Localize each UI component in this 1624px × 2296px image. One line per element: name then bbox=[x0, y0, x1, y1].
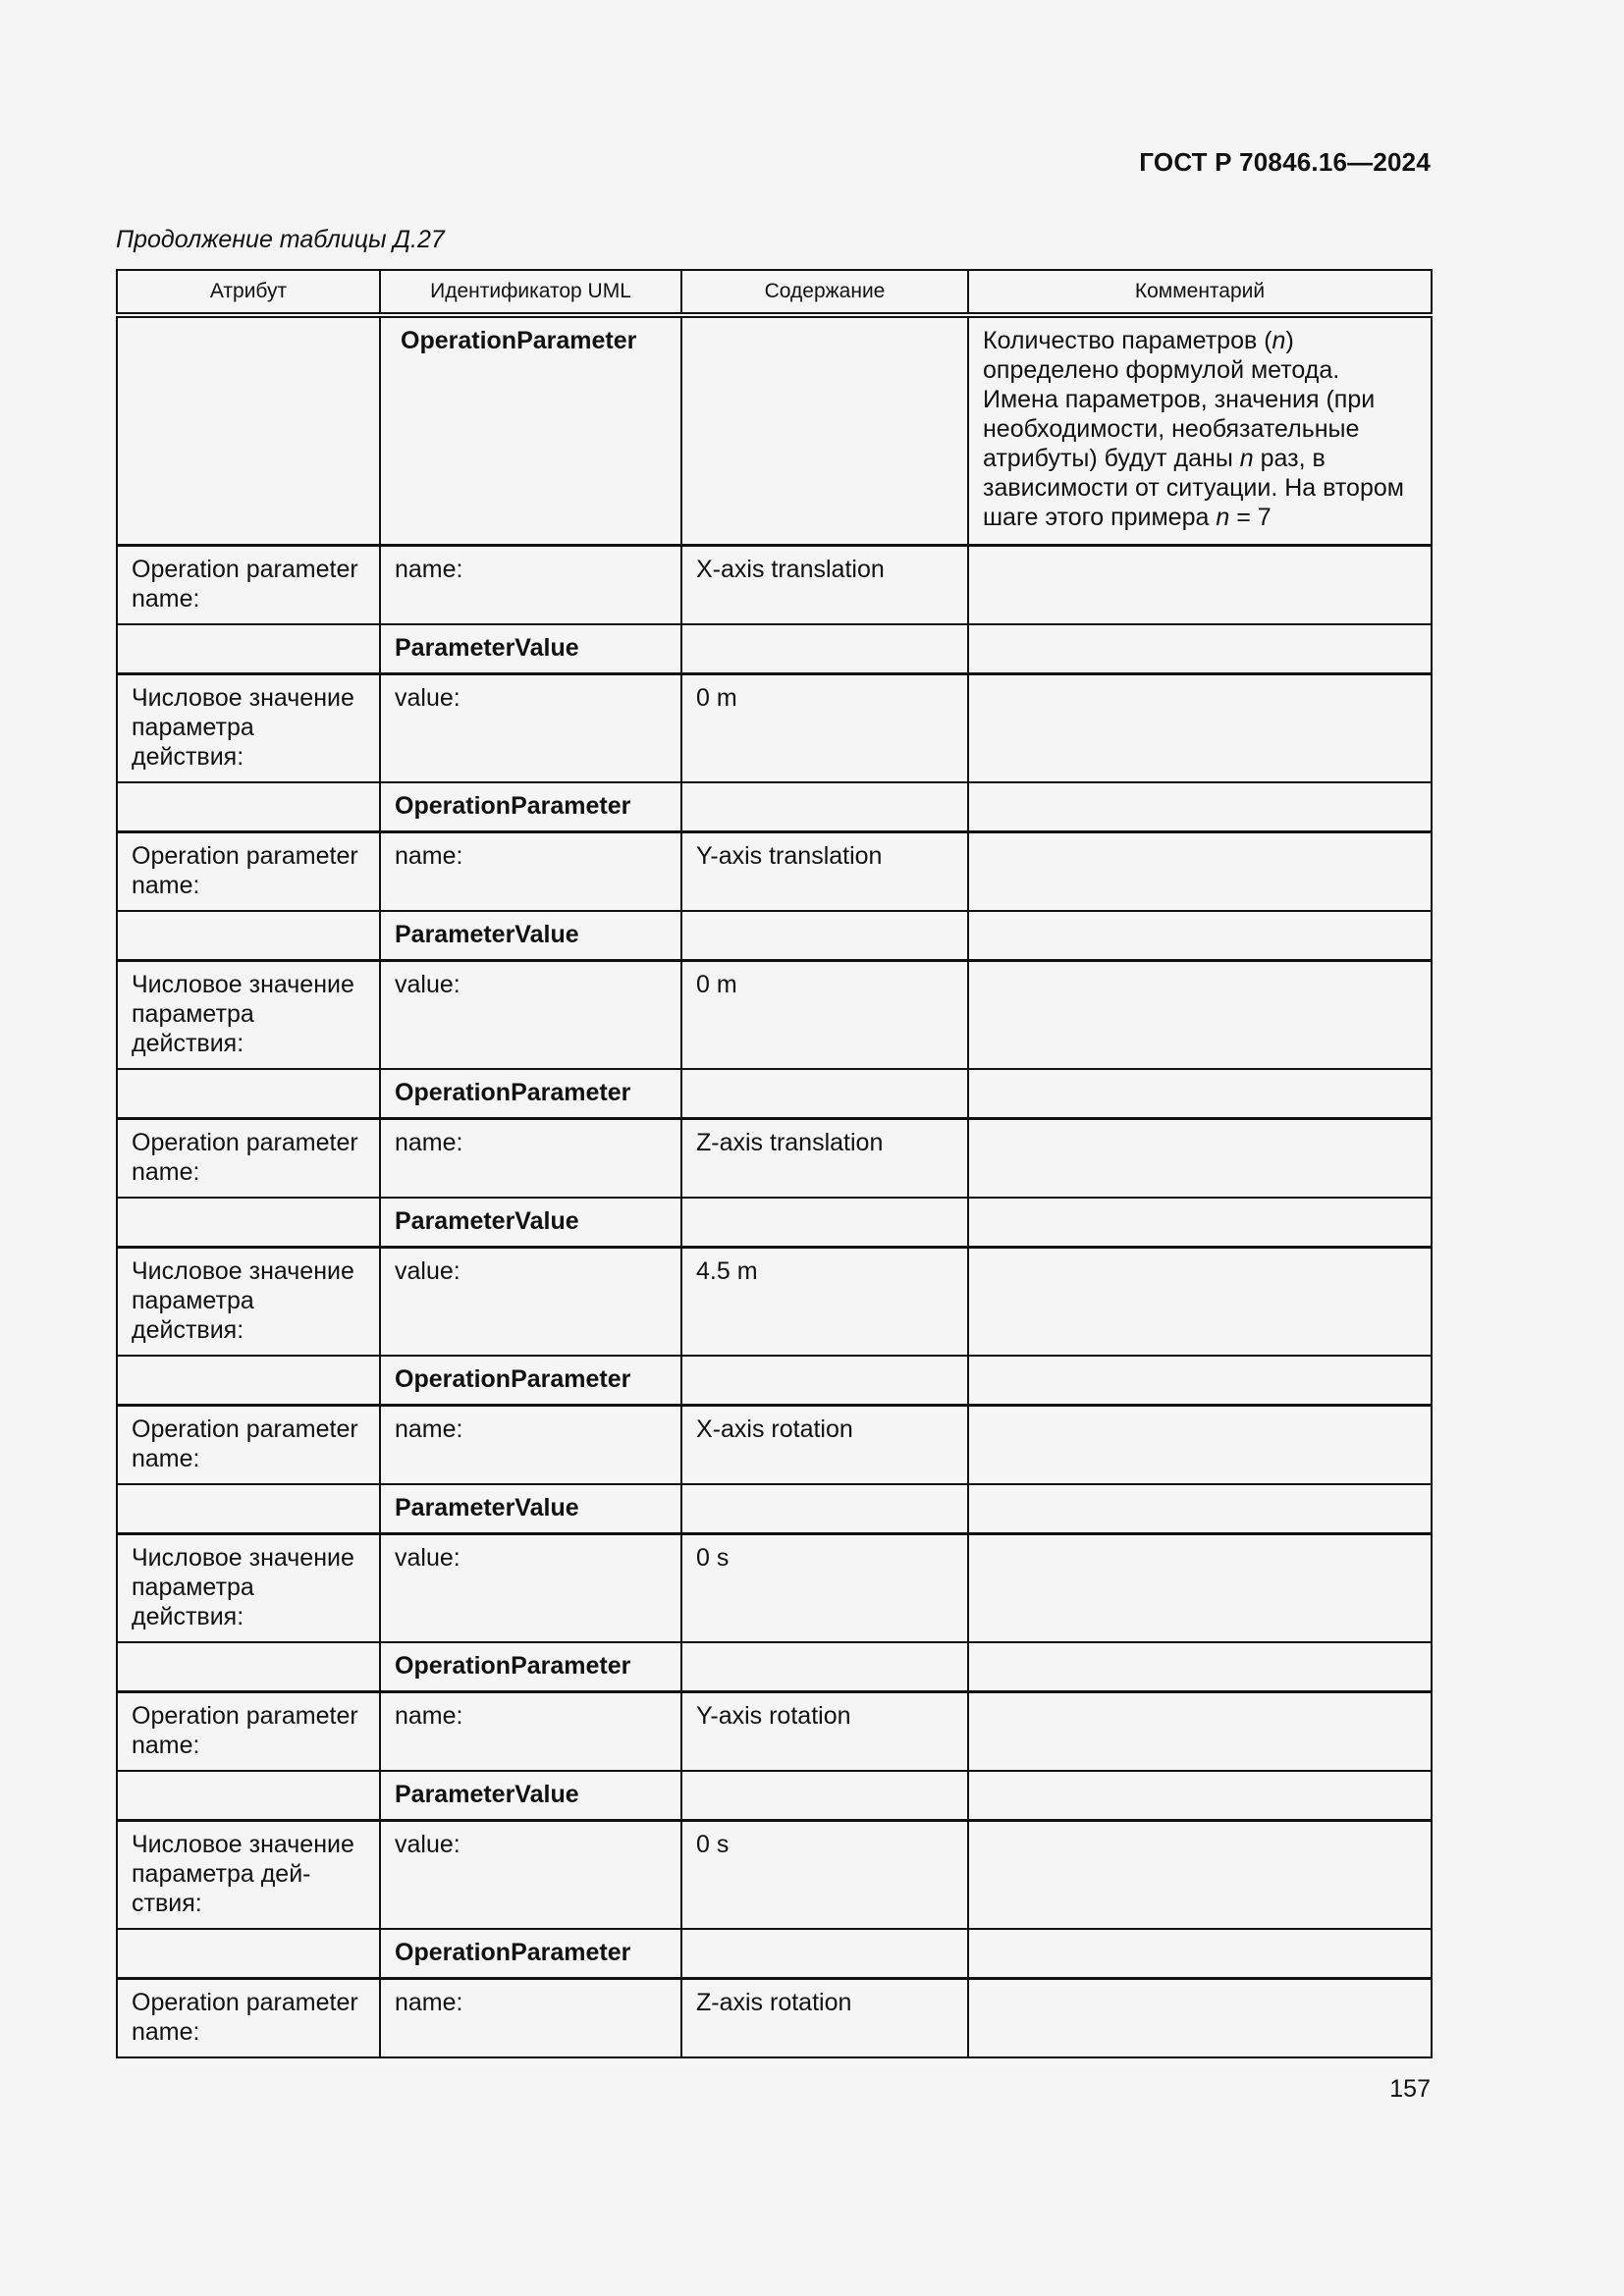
cell-comment bbox=[968, 1979, 1432, 2058]
cell-content bbox=[681, 1642, 968, 1692]
cell-content bbox=[681, 782, 968, 832]
cell-content: 0 m bbox=[681, 674, 968, 783]
cell-attribute bbox=[117, 782, 380, 832]
cell-comment bbox=[968, 782, 1432, 832]
cell-uml-identifier: OperationParameter bbox=[380, 782, 681, 832]
column-header-content: Содержание bbox=[681, 270, 968, 315]
cell-comment bbox=[968, 832, 1432, 912]
cell-uml-identifier: OperationParameter bbox=[380, 1929, 681, 1979]
cell-comment bbox=[968, 1692, 1432, 1772]
cell-attribute: Числовое значение параметра действия: bbox=[117, 674, 380, 783]
cell-comment bbox=[968, 1821, 1432, 1930]
table-row bbox=[117, 1248, 1432, 1357]
cell-comment bbox=[968, 674, 1432, 783]
cell-content: Z-axis rotation bbox=[681, 1979, 968, 2058]
cell-comment bbox=[968, 1248, 1432, 1357]
cell-uml-identifier: value: bbox=[380, 961, 681, 1070]
document-code: ГОСТ Р 70846.16—2024 bbox=[1139, 147, 1431, 177]
cell-comment bbox=[968, 1356, 1432, 1406]
cell-comment bbox=[968, 1069, 1432, 1119]
table-row bbox=[117, 1406, 1432, 1485]
cell-comment bbox=[968, 961, 1432, 1070]
table-row bbox=[117, 1069, 1432, 1119]
cell-attribute bbox=[117, 911, 380, 961]
column-header-comment: Комментарий bbox=[968, 270, 1432, 315]
cell-comment bbox=[968, 1642, 1432, 1692]
cell-content bbox=[681, 1198, 968, 1248]
cell-comment bbox=[968, 1484, 1432, 1534]
cell-attribute bbox=[117, 624, 380, 674]
cell-content bbox=[681, 315, 968, 546]
table-row bbox=[117, 1198, 1432, 1248]
cell-content: 0 s bbox=[681, 1534, 968, 1643]
cell-attribute bbox=[117, 1771, 380, 1821]
cell-uml-identifier: ParameterValue bbox=[380, 1198, 681, 1248]
cell-content: X-axis translation bbox=[681, 546, 968, 625]
table-row bbox=[117, 1119, 1432, 1199]
table-row bbox=[117, 1642, 1432, 1692]
cell-attribute bbox=[117, 1198, 380, 1248]
cell-uml-identifier: value: bbox=[380, 1248, 681, 1357]
cell-content bbox=[681, 1356, 968, 1406]
cell-uml-identifier: value: bbox=[380, 1534, 681, 1643]
table-row bbox=[117, 1356, 1432, 1406]
cell-uml-identifier: OperationParameter bbox=[380, 1069, 681, 1119]
cell-content bbox=[681, 624, 968, 674]
cell-content: 0 m bbox=[681, 961, 968, 1070]
table-row bbox=[117, 1771, 1432, 1821]
cell-attribute: Operation parameter name: bbox=[117, 832, 380, 912]
cell-uml-identifier: name: bbox=[380, 1119, 681, 1199]
cell-uml-identifier: name: bbox=[380, 1406, 681, 1485]
column-header-attribute: Атрибут bbox=[117, 270, 380, 315]
cell-content bbox=[681, 1929, 968, 1979]
table-row bbox=[117, 1534, 1432, 1643]
cell-comment bbox=[968, 1198, 1432, 1248]
cell-comment bbox=[968, 1406, 1432, 1485]
cell-comment: Количество параметров (n) определено формулой метода. Имена параметров, значения (при необходимости, необязательные атрибуты) будут даны n раз, в зависимости от ситуации. На втором шаге этого примера n = 7 bbox=[968, 315, 1432, 546]
cell-attribute bbox=[117, 1069, 380, 1119]
cell-content bbox=[681, 1771, 968, 1821]
cell-comment bbox=[968, 911, 1432, 961]
cell-comment bbox=[968, 546, 1432, 625]
cell-uml-identifier: name: bbox=[380, 546, 681, 625]
cell-uml-identifier: name: bbox=[380, 1692, 681, 1772]
cell-attribute: Числовое значение параметра действия: bbox=[117, 1248, 380, 1357]
table-row bbox=[117, 782, 1432, 832]
table-row bbox=[117, 1929, 1432, 1979]
table-row bbox=[117, 1979, 1432, 2058]
cell-attribute: Числовое значение параметра дей-ствия: bbox=[117, 1821, 380, 1930]
cell-content: 4.5 m bbox=[681, 1248, 968, 1357]
table-row bbox=[117, 1484, 1432, 1534]
cell-attribute bbox=[117, 1929, 380, 1979]
cell-attribute: Operation parameter name: bbox=[117, 1692, 380, 1772]
cell-content bbox=[681, 1069, 968, 1119]
cell-comment bbox=[968, 624, 1432, 674]
cell-uml-identifier: name: bbox=[380, 1979, 681, 2058]
column-header-uml-identifier: Идентификатор UML bbox=[380, 270, 681, 315]
cell-uml-identifier: ParameterValue bbox=[380, 624, 681, 674]
cell-content bbox=[681, 911, 968, 961]
cell-content: X-axis rotation bbox=[681, 1406, 968, 1485]
cell-comment bbox=[968, 1534, 1432, 1643]
table-row bbox=[117, 911, 1432, 961]
table-row bbox=[117, 832, 1432, 912]
cell-uml-identifier: ParameterValue bbox=[380, 911, 681, 961]
cell-attribute: Operation parameter name: bbox=[117, 1979, 380, 2058]
cell-uml-identifier: OperationParameter bbox=[380, 315, 681, 546]
cell-content bbox=[681, 1484, 968, 1534]
cell-attribute bbox=[117, 1356, 380, 1406]
cell-attribute: Числовое значение параметра действия: bbox=[117, 1534, 380, 1643]
cell-content: 0 s bbox=[681, 1821, 968, 1930]
cell-uml-identifier: value: bbox=[380, 674, 681, 783]
cell-uml-identifier: ParameterValue bbox=[380, 1771, 681, 1821]
cell-attribute: Operation parameter name: bbox=[117, 546, 380, 625]
table-caption: Продолжение таблицы Д.27 bbox=[116, 226, 445, 253]
table-row bbox=[117, 546, 1432, 625]
cell-attribute bbox=[117, 1484, 380, 1534]
table-header-row bbox=[117, 270, 1432, 315]
cell-content: Y-axis translation bbox=[681, 832, 968, 912]
cell-attribute: Operation parameter name: bbox=[117, 1119, 380, 1199]
table-row bbox=[117, 315, 1432, 546]
cell-comment bbox=[968, 1929, 1432, 1979]
cell-uml-identifier: ParameterValue bbox=[380, 1484, 681, 1534]
cell-attribute bbox=[117, 1642, 380, 1692]
cell-attribute bbox=[117, 315, 380, 546]
parameters-table bbox=[116, 269, 1433, 2058]
table-row bbox=[117, 961, 1432, 1070]
cell-content: Z-axis translation bbox=[681, 1119, 968, 1199]
table-row bbox=[117, 1821, 1432, 1930]
page-number: 157 bbox=[1389, 2075, 1431, 2103]
table-row bbox=[117, 674, 1432, 783]
cell-comment bbox=[968, 1119, 1432, 1199]
table-row bbox=[117, 624, 1432, 674]
cell-uml-identifier: OperationParameter bbox=[380, 1642, 681, 1692]
cell-attribute: Operation parameter name: bbox=[117, 1406, 380, 1485]
cell-uml-identifier: OperationParameter bbox=[380, 1356, 681, 1406]
cell-uml-identifier: name: bbox=[380, 832, 681, 912]
cell-content: Y-axis rotation bbox=[681, 1692, 968, 1772]
cell-attribute: Числовое значение параметра действия: bbox=[117, 961, 380, 1070]
cell-comment bbox=[968, 1771, 1432, 1821]
table-row bbox=[117, 1692, 1432, 1772]
cell-uml-identifier: value: bbox=[380, 1821, 681, 1930]
